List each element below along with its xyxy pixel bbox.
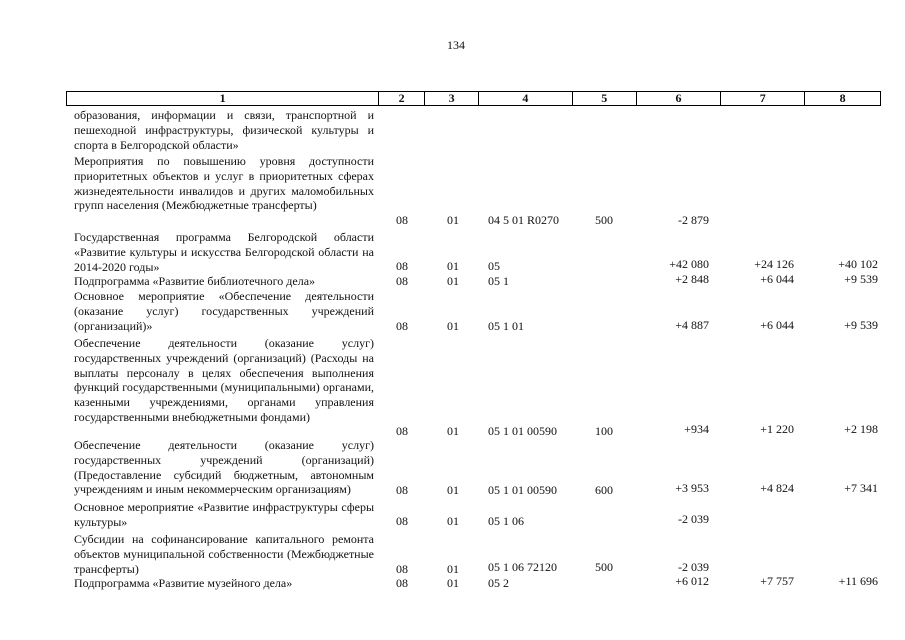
row-value-col6: +42 080: [669, 257, 709, 271]
row-description: образования, информации и связи, транспортной и пешеходной инфраструктуры, физической культуры и спорта в Белгородской области»: [74, 108, 374, 152]
row-description: Подпрограмма «Развитие библиотечного дела»: [74, 274, 316, 288]
row-description: Субсидии на софинансирование капитального ремонта объектов муниципальной собственности (Межбюджетные трансферты): [74, 532, 374, 576]
row-section: 08: [396, 274, 408, 288]
row-value-col6: -2 039: [678, 512, 709, 526]
header-col-5: 5: [572, 92, 636, 105]
header-col-1: 1: [219, 91, 226, 105]
row-target-code: 05 1 01 00590: [488, 424, 557, 438]
row-value-col7: +6 044: [760, 318, 794, 332]
row-section: 08: [396, 514, 408, 528]
row-target-code: 05 1 01: [488, 319, 524, 333]
header-col-4: 4: [478, 92, 572, 105]
header-col-7: 7: [720, 92, 804, 105]
row-subsection: 01: [447, 213, 459, 227]
row-section: 08: [396, 424, 408, 438]
row-subsection: 01: [447, 319, 459, 333]
header-col-8: 8: [804, 92, 880, 105]
row-value-col8: +2 198: [844, 422, 878, 436]
row-subsection: 01: [447, 483, 459, 497]
row-subsection: 01: [447, 424, 459, 438]
header-col-6: 6: [636, 92, 721, 105]
row-description: Государственная программа Белгородской области «Развитие культуры и искусства Белгородской области на 2014-2020 годы»: [74, 230, 374, 274]
row-subsection: 01: [447, 562, 459, 576]
row-target-code: 05 1: [488, 274, 509, 288]
row-subsection: 01: [447, 576, 459, 590]
row-subsection: 01: [447, 514, 459, 528]
row-expense-type: 100: [595, 424, 613, 438]
row-value-col6: +934: [684, 422, 709, 436]
row-target-code: 05 1 06 72120: [488, 560, 557, 574]
row-value-col6: +4 887: [675, 318, 709, 332]
row-section: 08: [396, 576, 408, 590]
row-value-col6: -2 039: [678, 560, 709, 574]
row-description: Мероприятия по повышению уровня доступности приоритетных объектов и услуг в приоритетных сферах жизнедеятельности инвалидов и других маломобильных групп населения (Межбюджетные трансферты): [74, 154, 374, 213]
row-description: Обеспечение деятельности (оказание услуг) государственных учреждений (организаций) (Расходы на выплаты персоналу в целях обеспечения выполнения функций государственными (муниципальными) органами, казенными учреждениями, органами управления государственными внебюджетными фондами): [74, 336, 374, 424]
table-header: [66, 91, 881, 106]
row-value-col7: +1 220: [760, 422, 794, 436]
row-value-col8: +7 341: [844, 481, 878, 495]
row-expense-type: 500: [595, 560, 613, 574]
row-value-col8: +9 539: [844, 318, 878, 332]
row-target-code: 05 2: [488, 576, 509, 590]
row-section: 08: [396, 259, 408, 273]
row-section: 08: [396, 483, 408, 497]
row-section: 08: [396, 562, 408, 576]
row-target-code: 05 1 06: [488, 514, 524, 528]
row-value-col7: +6 044: [760, 272, 794, 286]
row-value-col8: +40 102: [838, 257, 878, 271]
row-value-col8: +9 539: [844, 272, 878, 286]
row-expense-type: 500: [595, 213, 613, 227]
row-target-code: 04 5 01 R0270: [488, 213, 560, 227]
row-section: 08: [396, 213, 408, 227]
row-value-col6: +3 953: [675, 481, 709, 495]
row-subsection: 01: [447, 259, 459, 273]
row-description: Основное мероприятие «Обеспечение деятельности (оказание услуг) государственных учреждений (организаций)»: [74, 289, 374, 333]
row-section: 08: [396, 319, 408, 333]
header-col-2: 2: [378, 92, 424, 105]
row-value-col7: +4 824: [760, 481, 794, 495]
header-col-3: 3: [424, 92, 478, 105]
row-value-col6: -2 879: [678, 213, 709, 227]
row-description: Обеспечение деятельности (оказание услуг) государственных учреждений (организаций) (Предоставление субсидий бюджетным, автономным учреждениям и иным некоммерческим организациям): [74, 438, 374, 497]
row-value-col6: +2 848: [675, 272, 709, 286]
row-description: Подпрограмма «Развитие музейного дела»: [74, 576, 293, 590]
row-target-code: 05 1 01 00590: [488, 483, 557, 497]
row-value-col7: +7 757: [760, 574, 794, 588]
row-subsection: 01: [447, 274, 459, 288]
row-value-col6: +6 012: [675, 574, 709, 588]
row-value-col7: +24 126: [754, 257, 794, 271]
row-value-col8: +11 696: [838, 574, 878, 588]
row-expense-type: 600: [595, 483, 613, 497]
page-number: 134: [447, 38, 465, 52]
row-description: Основное мероприятие «Развитие инфраструктуры сферы культуры»: [74, 500, 374, 529]
row-target-code: 05: [488, 259, 500, 273]
